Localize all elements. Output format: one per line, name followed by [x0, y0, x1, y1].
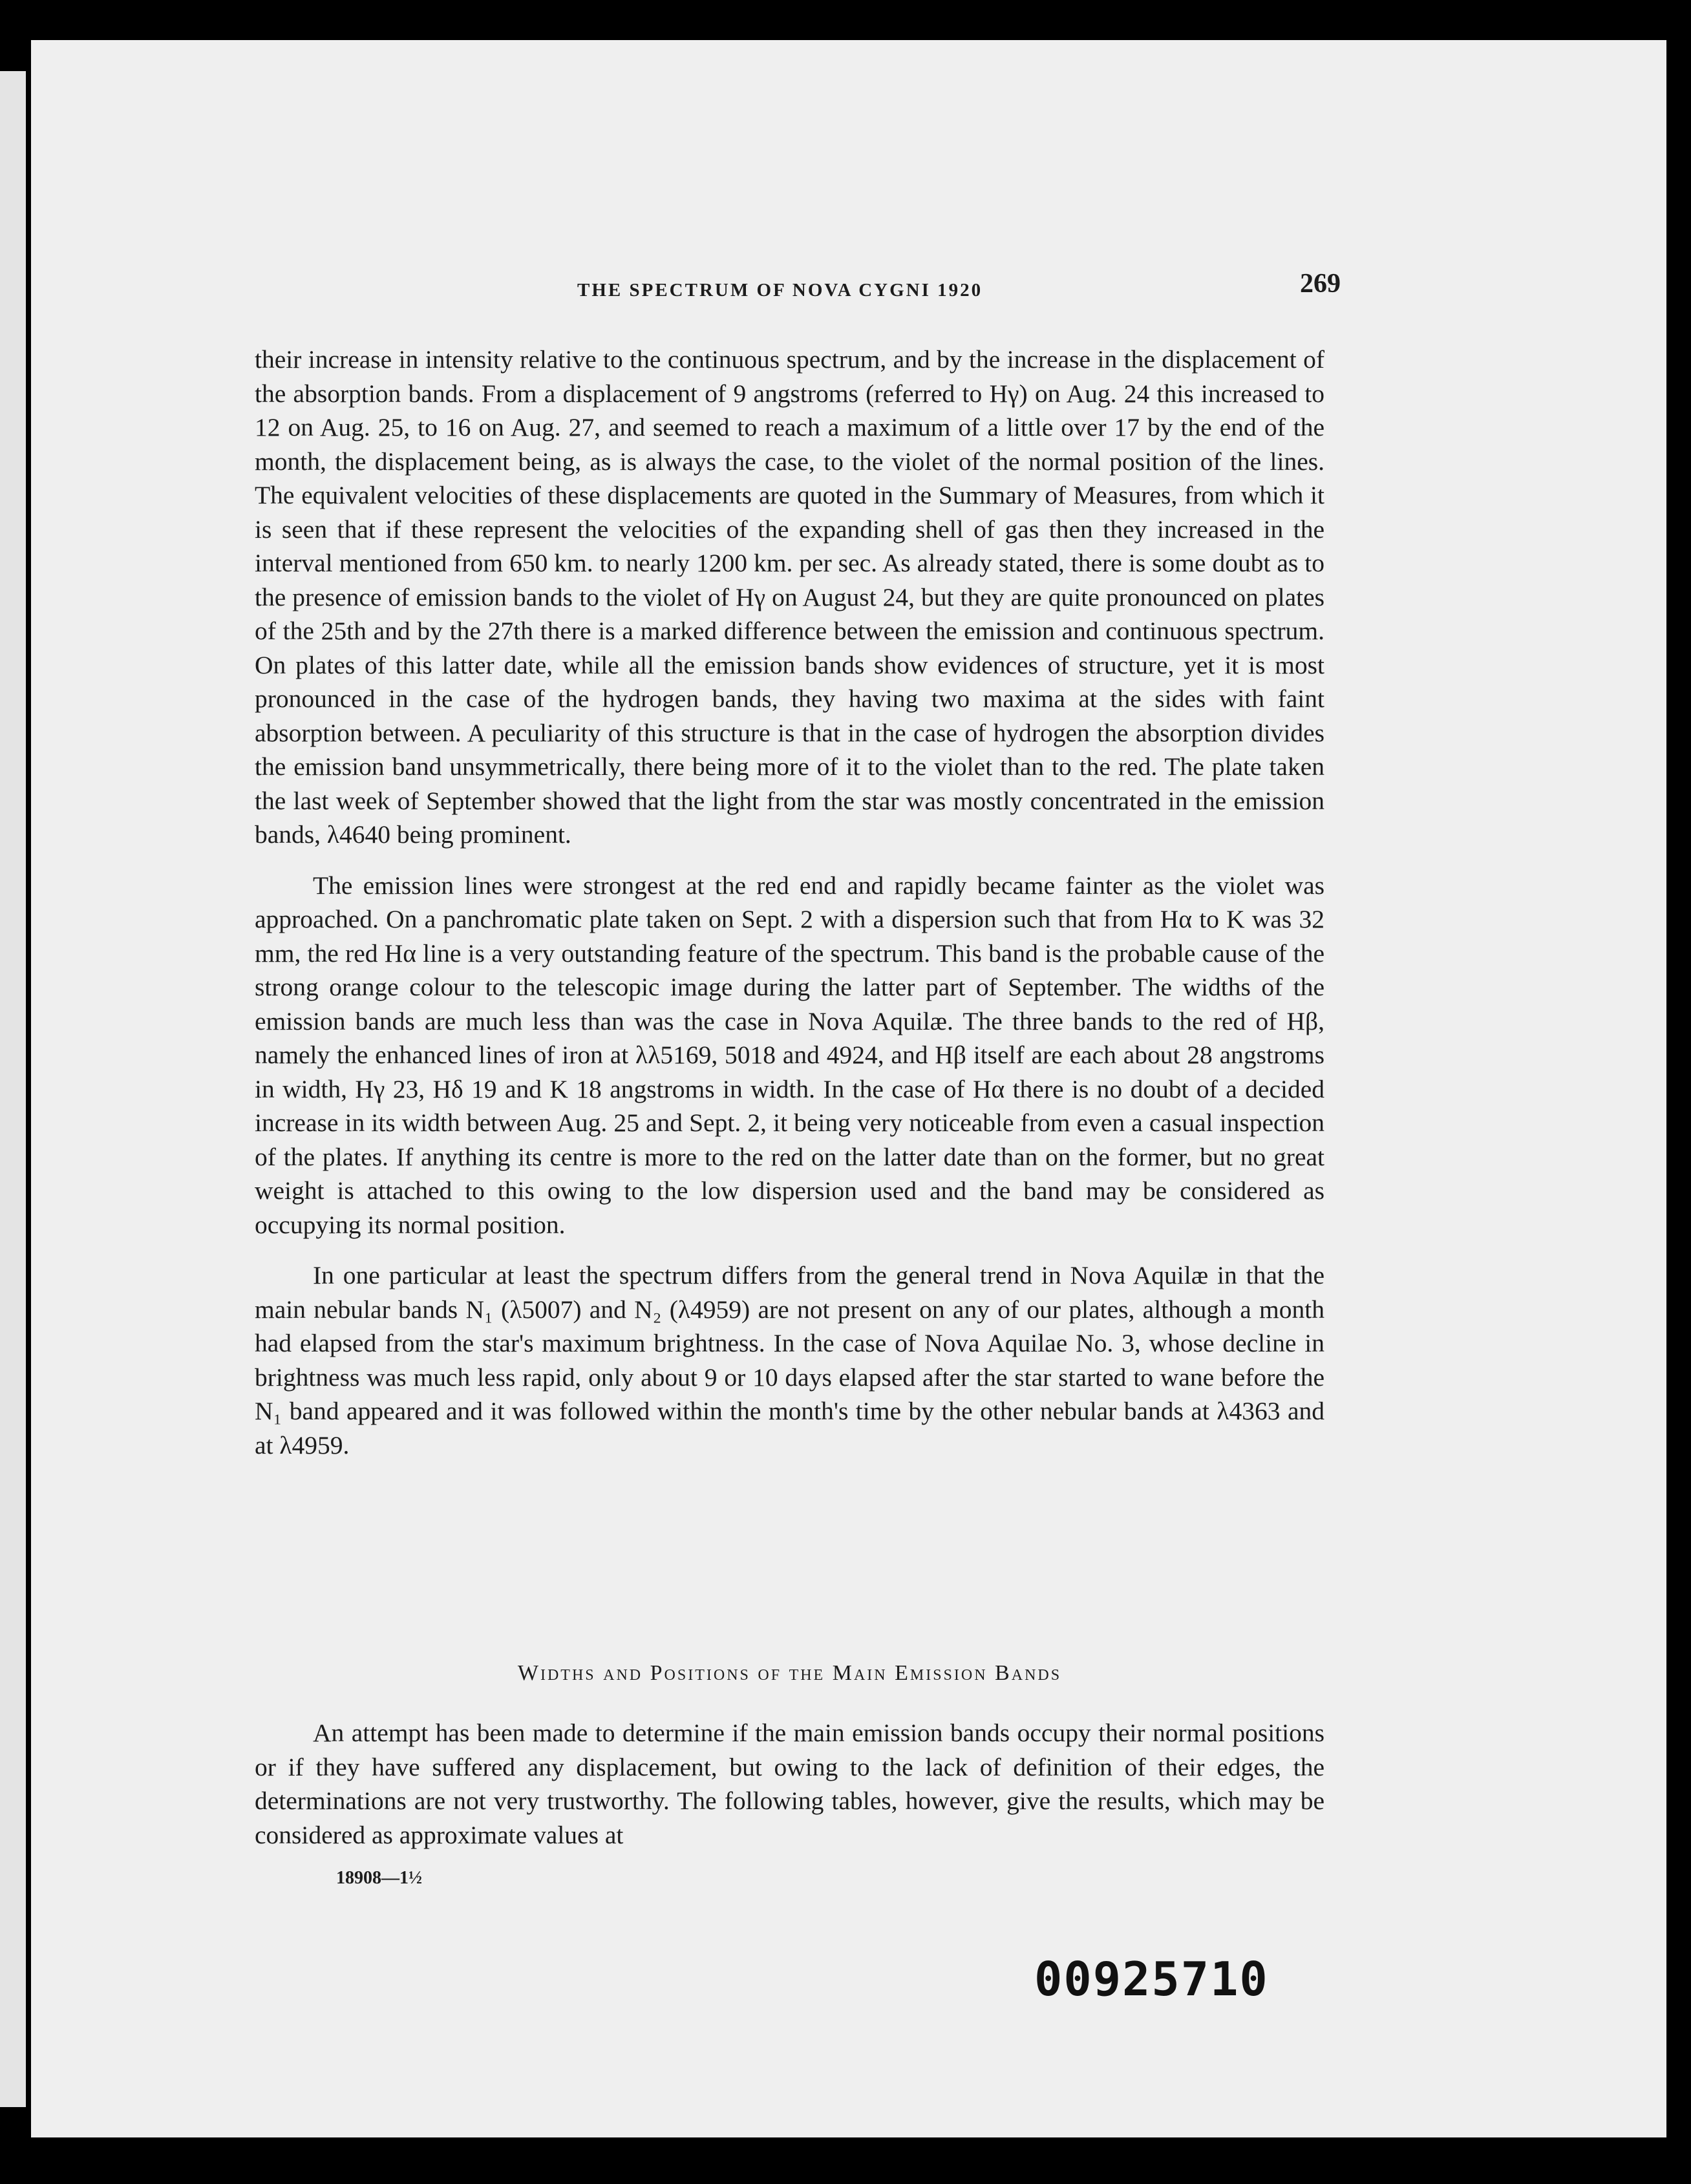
printer-mark: 18908—1½: [336, 1868, 422, 1888]
page-header: [31, 262, 1666, 307]
section-heading: Widths and Positions of the Main Emission Bands: [517, 1661, 1062, 1685]
section-paragraph: An attempt has been made to determine if the main emission bands occupy their normal positions or if they have suffered any displacement, but owing to the lack of definition of their edges, the determinations are not very trustworthy. The following tables, however, give the results, which may be considered as approximate values at: [255, 1719, 1324, 1849]
page-number: 269: [1300, 269, 1341, 299]
paragraph-1: their increase in intensity relative to the continuous spectrum, and by the increase in the displacement of the absorption bands. From a displacement of 9 angstroms (referred to Hγ) on Aug. 24 this increased to 12 on Aug. 25, to 16 on Aug. 27, and seemed to reach a maximum of a little over 17 by the end of the month, the displacement being, as is always the case, to the violet of the normal position of the lines. The equivalent velocities of these displacements are quoted in the Summary of Measures, from which it is seen that if these represent the velocities of the expanding shell of gas then they increased in the interval mentioned from 650 km. to nearly 1200 km. per sec. As already stated, there is some doubt as to the presence of emission bands to the violet of Hγ on August 24, but they are quite pronounced on plates of the 25th and by the 27th there is a marked difference between the emission and continuous spectrum. On plates of this latter date, while all the emission bands show evidences of structure, yet it is most pronounced in the case of the hydrogen bands, they having two maxima at the sides with faint absorption between. A peculiarity of this structure is that in the case of hydrogen the absorption divides the emission band unsymmetrically, there being more of it to the violet than to the red. The plate taken the last week of September showed that the light from the star was mostly concentrated in the emission bands, λ4640 being prominent.: [255, 345, 1324, 849]
running-title: THE SPECTRUM OF NOVA CYGNI 1920: [577, 280, 983, 301]
body-text: [255, 343, 1324, 1462]
adjacent-page-edge: [0, 71, 26, 2107]
section-body: [255, 1716, 1324, 1852]
paragraph-3: In one particular at least the spectrum differs from the general trend in Nova Aquilæ in that the main nebular bands N₁ (λ5007) and N₂ (λ4959) are not present on any of our plates, although a month had elapsed from the star's maximum brightness. In the case of Nova Aquilae No. 3, whose decline in brightness was much less rapid, only about 9 or 10 days elapsed after the star started to wane before the N₁ band appeared and it was followed within the month's time by the other nebular bands at λ4363 and at λ4959.: [255, 1261, 1324, 1459]
microfilm-frame-number: 00925710: [1034, 1952, 1269, 2006]
paragraph-2: The emission lines were strongest at the red end and rapidly became fainter as the violet was approached. On a panchromatic plate taken on Sept. 2 with a dispersion such that from Hα to K was 32 mm, the red Hα line is a very outstanding feature of the spectrum. This band is the probable cause of the strong orange colour to the telescopic image during the latter part of September. The widths of the emission bands are much less than was the case in Nova Aquilæ. The three bands to the red of Hβ, namely the enhanced lines of iron at λλ5169, 5018 and 4924, and Hβ itself are each about 28 angstroms in width, Hγ 23, Hδ 19 and K 18 angstroms in width. In the case of Hα there is no doubt of a decided increase in its width between Aug. 25 and Sept. 2, it being very noticeable from even a casual inspection of the plates. If anything its centre is more to the red on the latter date than on the former, but no great weight is attached to this owing to the low dispersion used and the band may be considered as occupying its normal position.: [255, 871, 1324, 1239]
